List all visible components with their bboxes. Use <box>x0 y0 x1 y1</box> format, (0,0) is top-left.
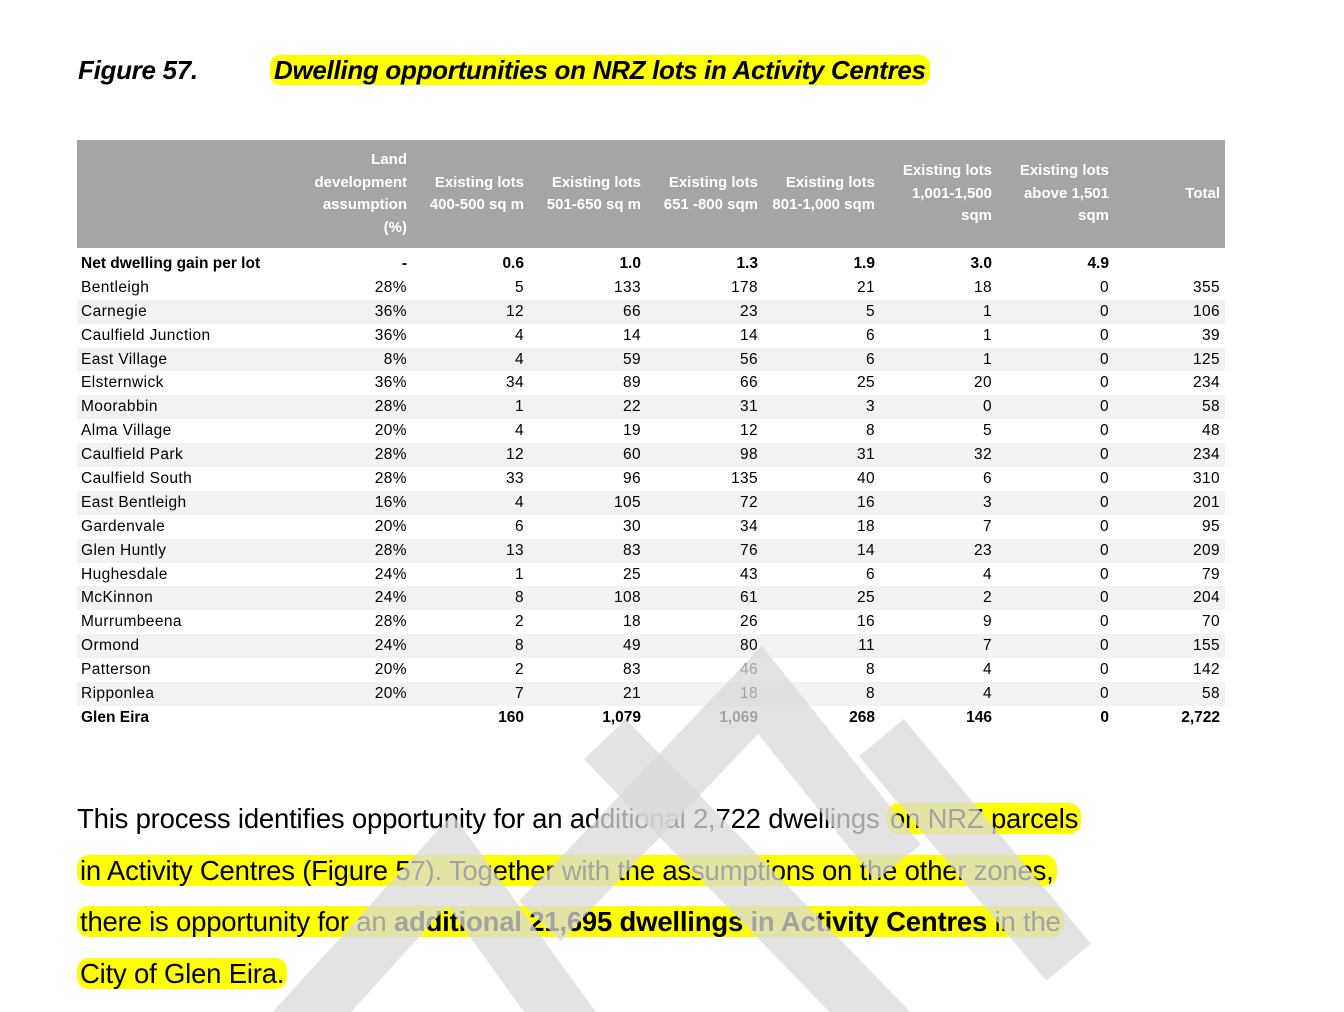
cell: 178 <box>730 278 758 296</box>
cell: 9 <box>982 613 992 631</box>
cell: 23 <box>880 539 997 563</box>
figure-caption <box>78 55 930 86</box>
cell: 125 <box>1114 348 1225 372</box>
cell: 66 <box>529 300 646 324</box>
cell: 0 <box>1100 708 1109 726</box>
cell: 0 <box>997 348 1114 372</box>
table-row <box>77 682 1225 706</box>
row-label: Moorabbin <box>77 395 297 419</box>
cell: 21 <box>529 682 646 706</box>
cell: 0 <box>1099 374 1109 392</box>
cell: 6 <box>982 469 992 487</box>
row-label: Ripponlea <box>77 682 297 706</box>
cell: 8 <box>412 586 529 610</box>
cell: 1,069 <box>719 708 758 726</box>
cell: 20% <box>374 661 407 679</box>
cell: 28% <box>297 443 412 467</box>
cell: 4.9 <box>1087 254 1109 272</box>
cell: 18 <box>856 517 875 535</box>
row-label: Carnegie <box>77 300 297 324</box>
cell: 25 <box>763 586 880 610</box>
cell: 8 <box>865 661 875 679</box>
row-label: Patterson <box>81 661 151 679</box>
cell: 234 <box>1114 443 1225 467</box>
cell: 2 <box>514 661 524 679</box>
cell: 25 <box>622 565 641 583</box>
cell: 46 <box>739 661 758 679</box>
cell: 36% <box>374 374 407 392</box>
row-label: Hughesdale <box>81 565 168 583</box>
paragraph-highlight: City of Glen Eira. <box>77 958 287 989</box>
cell: 7 <box>880 634 997 658</box>
header-land-development: Land development assumption (%) <box>297 140 412 248</box>
cell: 95 <box>1201 517 1220 535</box>
row-label: Caulfield Junction <box>81 326 211 344</box>
row-label: Caulfield South <box>81 469 193 487</box>
cell: 0 <box>997 586 1114 610</box>
paragraph-text: This process identifies opportunity for an additional 2,722 dwellings <box>77 803 887 834</box>
cell: 1 <box>412 395 529 419</box>
cell: 34 <box>739 517 758 535</box>
cell: 80 <box>646 634 763 658</box>
row-label: Murrumbeena <box>81 613 182 631</box>
cell: 7 <box>412 682 529 706</box>
paragraph-highlight: on NRZ parcels <box>887 803 1081 834</box>
cell: 6 <box>865 565 875 583</box>
cell: 60 <box>529 443 646 467</box>
cell: 0 <box>997 634 1114 658</box>
table-row <box>77 563 1225 587</box>
cell: 24% <box>297 634 412 658</box>
row-label: East Village <box>77 348 297 372</box>
cell: 61 <box>646 586 763 610</box>
row-label: Gardenvale <box>81 517 166 535</box>
cell <box>1114 248 1225 276</box>
cell: 160 <box>498 708 524 726</box>
cell: 98 <box>646 443 763 467</box>
cell: 76 <box>646 539 763 563</box>
table-row <box>77 276 1225 300</box>
cell: 8 <box>865 422 875 440</box>
cell: 201 <box>1114 491 1225 515</box>
cell: 31 <box>646 395 763 419</box>
cell: - <box>401 254 407 272</box>
cell: 1 <box>880 348 997 372</box>
cell: 0 <box>880 395 997 419</box>
cell: 0 <box>997 395 1114 419</box>
cell: 12 <box>412 300 529 324</box>
cell: 48 <box>1201 422 1220 440</box>
cell: 142 <box>1192 661 1220 679</box>
row-label: Ormond <box>77 634 297 658</box>
cell: 7 <box>982 517 992 535</box>
cell: 28% <box>374 613 407 631</box>
cell: 204 <box>1114 586 1225 610</box>
cell: 39 <box>1201 326 1220 344</box>
summary-paragraph <box>77 793 1257 1000</box>
cell: 33 <box>505 469 524 487</box>
cell: 18 <box>973 278 992 296</box>
cell: 26 <box>739 613 758 631</box>
paragraph-text: there is opportunity for an <box>80 906 394 938</box>
cell: 20% <box>297 682 412 706</box>
cell: 1 <box>982 326 992 344</box>
row-label: Caulfield Park <box>77 443 297 467</box>
cell: 13 <box>412 539 529 563</box>
cell: 0 <box>1099 278 1109 296</box>
table-row <box>77 324 1225 348</box>
table-row <box>77 634 1225 658</box>
row-label: Bentleigh <box>81 278 150 296</box>
cell: 4 <box>514 422 524 440</box>
paragraph-text: in the <box>987 906 1061 938</box>
cell: 0 <box>997 443 1114 467</box>
header-cell-blank <box>77 140 297 248</box>
cell: 56 <box>646 348 763 372</box>
cell: 106 <box>1114 300 1225 324</box>
cell: 234 <box>1192 374 1220 392</box>
header-total: Total <box>1114 140 1225 248</box>
cell: 0 <box>997 539 1114 563</box>
header-lots-801-1000: Existing lots 801-1,000 sqm <box>763 140 880 248</box>
cell: 155 <box>1114 634 1225 658</box>
table-row <box>77 610 1225 634</box>
cell: 209 <box>1114 539 1225 563</box>
row-label: East Bentleigh <box>77 491 297 515</box>
cell: 23 <box>646 300 763 324</box>
cell: 1,079 <box>602 708 641 726</box>
cell: 89 <box>622 374 641 392</box>
cell: 3.0 <box>970 254 992 272</box>
cell: 4 <box>412 491 529 515</box>
table-row <box>77 658 1225 682</box>
cell: 1 <box>880 300 997 324</box>
cell: 28% <box>374 469 407 487</box>
cell: 0.6 <box>502 254 524 272</box>
cell: 0 <box>997 300 1114 324</box>
header-lots-400-500: Existing lots 400-500 sq m <box>412 140 529 248</box>
header-lots-1001-1500: Existing lots 1,001-1,500 sqm <box>880 140 997 248</box>
header-row <box>77 140 1225 248</box>
cell: 28% <box>297 395 412 419</box>
table-row <box>77 467 1225 491</box>
cell: 108 <box>529 586 646 610</box>
cell: 105 <box>529 491 646 515</box>
cell: 14 <box>622 326 641 344</box>
row-label: Elsternwick <box>81 374 164 392</box>
cell: 1.0 <box>619 254 641 272</box>
row-label: Glen Eira <box>81 708 150 726</box>
cell: 0 <box>1099 613 1109 631</box>
row-label: Net dwelling gain per lot <box>81 254 261 272</box>
cell: 31 <box>763 443 880 467</box>
cell: 58 <box>1114 682 1225 706</box>
cell: 43 <box>739 565 758 583</box>
dwelling-opportunities-table <box>77 140 1225 730</box>
cell: 1.3 <box>736 254 758 272</box>
cell: 25 <box>856 374 875 392</box>
table-row <box>77 371 1225 395</box>
cell: 5 <box>982 422 992 440</box>
cell: 58 <box>1114 395 1225 419</box>
cell: 4 <box>880 682 997 706</box>
cell: 6 <box>514 517 524 535</box>
table-row <box>77 539 1225 563</box>
cell: 2 <box>880 586 997 610</box>
cell: 16 <box>763 491 880 515</box>
cell: 21 <box>856 278 875 296</box>
cell: 20 <box>973 374 992 392</box>
table-row <box>77 348 1225 372</box>
paragraph-bold-text: additional 21,695 dwellings in Activity Centres <box>393 906 988 938</box>
cell: 3 <box>763 395 880 419</box>
header-lots-above-1501: Existing lots above 1,501 sqm <box>997 140 1114 248</box>
cell: 0 <box>1099 469 1109 487</box>
cell: 83 <box>529 539 646 563</box>
cell: 1.9 <box>853 254 875 272</box>
cell: 0 <box>1099 517 1109 535</box>
cell: 6 <box>865 326 875 344</box>
table-row <box>77 443 1225 467</box>
cell: 14 <box>739 326 758 344</box>
cell: 32 <box>880 443 997 467</box>
table-body <box>77 248 1225 730</box>
cell: 6 <box>763 348 880 372</box>
cell: 4 <box>514 326 524 344</box>
cell: 355 <box>1192 278 1220 296</box>
cell: 28% <box>297 539 412 563</box>
cell: 20% <box>374 422 407 440</box>
table-row <box>77 300 1225 324</box>
header-lots-501-650: Existing lots 501-650 sq m <box>529 140 646 248</box>
cell: 146 <box>966 708 992 726</box>
figure-title: Dwelling opportunities on NRZ lots in Activity Centres <box>270 55 930 85</box>
net-dwelling-gain-row <box>77 248 1225 276</box>
cell: 4 <box>982 661 992 679</box>
cell: 0 <box>1099 422 1109 440</box>
cell: 83 <box>622 661 641 679</box>
cell: 310 <box>1192 469 1220 487</box>
cell: 5 <box>514 278 524 296</box>
cell: 135 <box>730 469 758 487</box>
cell: 0 <box>1099 565 1109 583</box>
cell: 36% <box>297 300 412 324</box>
cell: 2,722 <box>1181 708 1220 726</box>
cell: 16% <box>297 491 412 515</box>
cell: 3 <box>880 491 997 515</box>
cell: 0 <box>1099 661 1109 679</box>
figure-number: Figure 57. <box>78 55 198 85</box>
cell: 2 <box>514 613 524 631</box>
cell: 0 <box>997 491 1114 515</box>
cell: 24% <box>374 565 407 583</box>
cell: 14 <box>763 539 880 563</box>
row-label: Alma Village <box>81 422 172 440</box>
cell: 24% <box>297 586 412 610</box>
cell: 66 <box>739 374 758 392</box>
cell: 1 <box>514 565 524 583</box>
table-row <box>77 586 1225 610</box>
cell: 8 <box>763 682 880 706</box>
cell: 28% <box>374 278 407 296</box>
cell: 4 <box>982 565 992 583</box>
table-row <box>77 515 1225 539</box>
cell: 12 <box>739 422 758 440</box>
cell: 5 <box>763 300 880 324</box>
cell: 0 <box>997 682 1114 706</box>
header-lots-651-800: Existing lots 651 -800 sqm <box>646 140 763 248</box>
paragraph-highlight <box>77 906 1064 937</box>
cell: 18 <box>622 613 641 631</box>
cell: 4 <box>412 348 529 372</box>
total-row <box>77 706 1225 730</box>
paragraph-highlight: in Activity Centres (Figure 57). Together with the assumptions on the other zones, <box>77 855 1057 886</box>
cell: 18 <box>646 682 763 706</box>
cell: 22 <box>529 395 646 419</box>
cell: 20% <box>374 517 407 535</box>
cell: 70 <box>1201 613 1220 631</box>
cell: 133 <box>613 278 641 296</box>
cell: 16 <box>856 613 875 631</box>
cell: 40 <box>856 469 875 487</box>
cell: 8 <box>412 634 529 658</box>
cell: 8% <box>297 348 412 372</box>
cell: 79 <box>1201 565 1220 583</box>
table-row <box>77 419 1225 443</box>
row-label: McKinnon <box>77 586 297 610</box>
cell: 268 <box>849 708 875 726</box>
cell: 36% <box>374 326 407 344</box>
cell: 59 <box>529 348 646 372</box>
cell: 0 <box>1099 326 1109 344</box>
cell: 30 <box>622 517 641 535</box>
cell: 19 <box>622 422 641 440</box>
table-row <box>77 395 1225 419</box>
cell: 72 <box>646 491 763 515</box>
cell <box>297 706 412 730</box>
cell: 11 <box>763 634 880 658</box>
cell: 96 <box>622 469 641 487</box>
table-row <box>77 491 1225 515</box>
row-label: Glen Huntly <box>77 539 297 563</box>
cell: 12 <box>412 443 529 467</box>
cell: 49 <box>529 634 646 658</box>
cell: 34 <box>505 374 524 392</box>
